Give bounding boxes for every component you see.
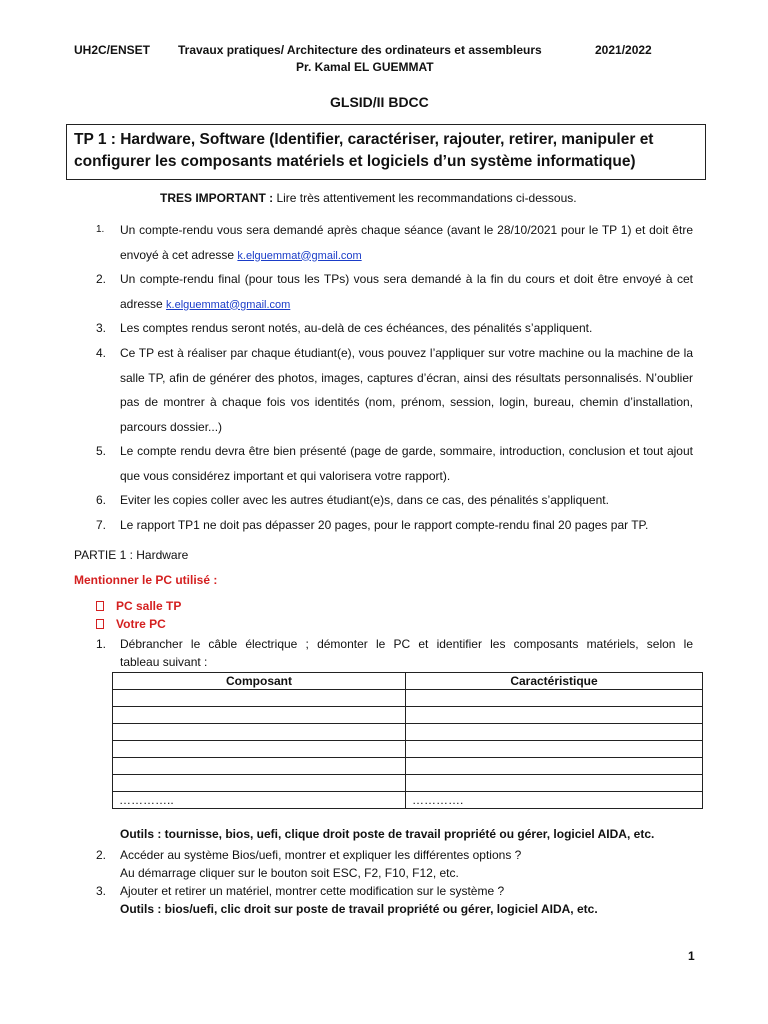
table-cell[interactable] xyxy=(406,758,703,775)
table-row xyxy=(113,792,703,809)
component-table xyxy=(112,672,703,809)
list-number: 7. xyxy=(96,518,107,532)
header-institution: UH2C/ENSET xyxy=(74,43,151,57)
important-note xyxy=(160,191,577,205)
checkbox-icon xyxy=(96,619,104,629)
recommendation-5 xyxy=(96,439,696,489)
list-number: 1. xyxy=(96,224,105,235)
recommendation-text: Le rapport TP1 ne doit pas dépasser 20 pages, pour le rapport compte-rendu final 20 pages par TP. xyxy=(120,518,649,532)
recommendation-text: Un compte-rendu final (pour tous les TPs) vous sera demandé à la fin du cours et doit être envoyé à cet adresse xyxy=(120,272,693,311)
pc-option-votre xyxy=(96,617,166,631)
important-label: TRES IMPORTANT : xyxy=(160,191,274,205)
list-number: 2. xyxy=(96,848,107,862)
table-row xyxy=(113,690,703,707)
table-cell[interactable] xyxy=(113,724,406,741)
column-header-caracteristique: Caractéristique xyxy=(406,673,703,690)
item-text: Outils : bios/uefi, clic droit sur poste de travail propriété ou gérer, logiciel AIDA, etc. xyxy=(120,902,598,916)
table-cell[interactable]: ………….. xyxy=(113,792,406,809)
table-row xyxy=(113,758,703,775)
recommendation-6 xyxy=(96,488,696,513)
recommendation-text: Ce TP est à réaliser par chaque étudiant(e), vous pouvez l’appliquer sur votre machine ou la machine de la salle TP, afin de générer des photos, images, captures d’écran, ainsi des résultats personnalisés. N’oublier pas de montrer à chaque fois vos identités (nom, prénom, session, login, bureau, chemin d’installation, parcours dossier...) xyxy=(120,346,693,434)
recommendation-text: Un compte-rendu vous sera demandé après chaque séance (avant le 28/10/2021 pour le TP 1) et doit être envoyé à cet adresse xyxy=(120,223,693,262)
table-row xyxy=(113,775,703,792)
table-header-row xyxy=(113,673,703,690)
tp-title-line-1: TP 1 : Hardware, Software (Identifier, caractériser, rajouter, retirer, manipuler et xyxy=(74,131,654,148)
list-number: 1. xyxy=(96,637,107,651)
email-link[interactable]: k.elguemmat@gmail.com xyxy=(166,298,291,311)
recommendation-3 xyxy=(96,316,696,341)
pc-option-label: Votre PC xyxy=(116,617,166,631)
tp-title-line-2: configurer les composants matériels et logiciels d’un système informatique) xyxy=(74,153,636,170)
table-cell[interactable] xyxy=(406,690,703,707)
list-number: 6. xyxy=(96,493,107,507)
header-course: Travaux pratiques/ Architecture des ordinateurs et assembleurs xyxy=(178,43,542,57)
item-text: tableau suivant : xyxy=(120,655,208,669)
program-title: GLSID/II BDCC xyxy=(330,94,429,110)
column-header-composant: Composant xyxy=(113,673,406,690)
email-link[interactable]: k.elguemmat@gmail.com xyxy=(237,249,362,262)
table-row xyxy=(113,724,703,741)
checkbox-icon xyxy=(96,601,104,611)
table-cell[interactable] xyxy=(113,775,406,792)
list-number: 3. xyxy=(96,321,107,335)
table-cell[interactable] xyxy=(113,741,406,758)
pc-option-label: PC salle TP xyxy=(116,599,182,613)
table-cell[interactable] xyxy=(406,775,703,792)
table-row xyxy=(113,707,703,724)
list-number: 3. xyxy=(96,884,107,898)
item-text: Ajouter et retirer un matériel, montrer cette modification sur le système ? xyxy=(120,884,505,898)
recommendation-text: Les comptes rendus seront notés, au-delà de ces échéances, des pénalités s’appliquent. xyxy=(120,321,593,335)
recommendation-2 xyxy=(96,267,696,317)
table-cell[interactable] xyxy=(113,707,406,724)
list-number: 5. xyxy=(96,444,107,458)
recommendation-4 xyxy=(96,341,696,439)
item-text: Débrancher le câble électrique ; démonter le PC et identifier les composants matériels, selon le xyxy=(120,637,693,651)
part1-heading: PARTIE 1 : Hardware xyxy=(74,548,189,562)
pc-mention-label: Mentionner le PC utilisé : xyxy=(74,573,218,587)
list-number: 4. xyxy=(96,346,107,360)
important-text: Lire très attentivement les recommandations ci-dessous. xyxy=(276,191,577,205)
table-cell[interactable] xyxy=(113,690,406,707)
table-cell[interactable] xyxy=(406,741,703,758)
table-cell[interactable]: …………. xyxy=(406,792,703,809)
page-number: 1 xyxy=(688,949,695,963)
pc-option-salle xyxy=(96,599,181,613)
table-row xyxy=(113,741,703,758)
header-year: 2021/2022 xyxy=(595,43,652,57)
recommendation-1 xyxy=(96,218,696,268)
item-text: Accéder au système Bios/uefi, montrer et expliquer les différentes options ? xyxy=(120,848,522,862)
recommendation-text: Le compte rendu devra être bien présenté (page de garde, sommaire, introduction, conclusion et tout ajout que vous considérez important et qui valorisera votre rapport). xyxy=(120,444,693,483)
tools-1: Outils : tournisse, bios, uefi, clique droit poste de travail propriété ou gérer, logiciel AIDA, etc. xyxy=(120,827,655,841)
table-cell[interactable] xyxy=(406,707,703,724)
table-cell[interactable] xyxy=(113,758,406,775)
item-text: Au démarrage cliquer sur le bouton soit ESC, F2, F10, F12, etc. xyxy=(120,866,459,880)
table-cell[interactable] xyxy=(406,724,703,741)
list-number: 2. xyxy=(96,272,107,286)
recommendation-text: Eviter les copies coller avec les autres étudiant(e)s, dans ce cas, des pénalités s’appliquent. xyxy=(120,493,609,507)
header-professor: Pr. Kamal EL GUEMMAT xyxy=(296,60,434,74)
recommendation-7 xyxy=(96,513,696,538)
